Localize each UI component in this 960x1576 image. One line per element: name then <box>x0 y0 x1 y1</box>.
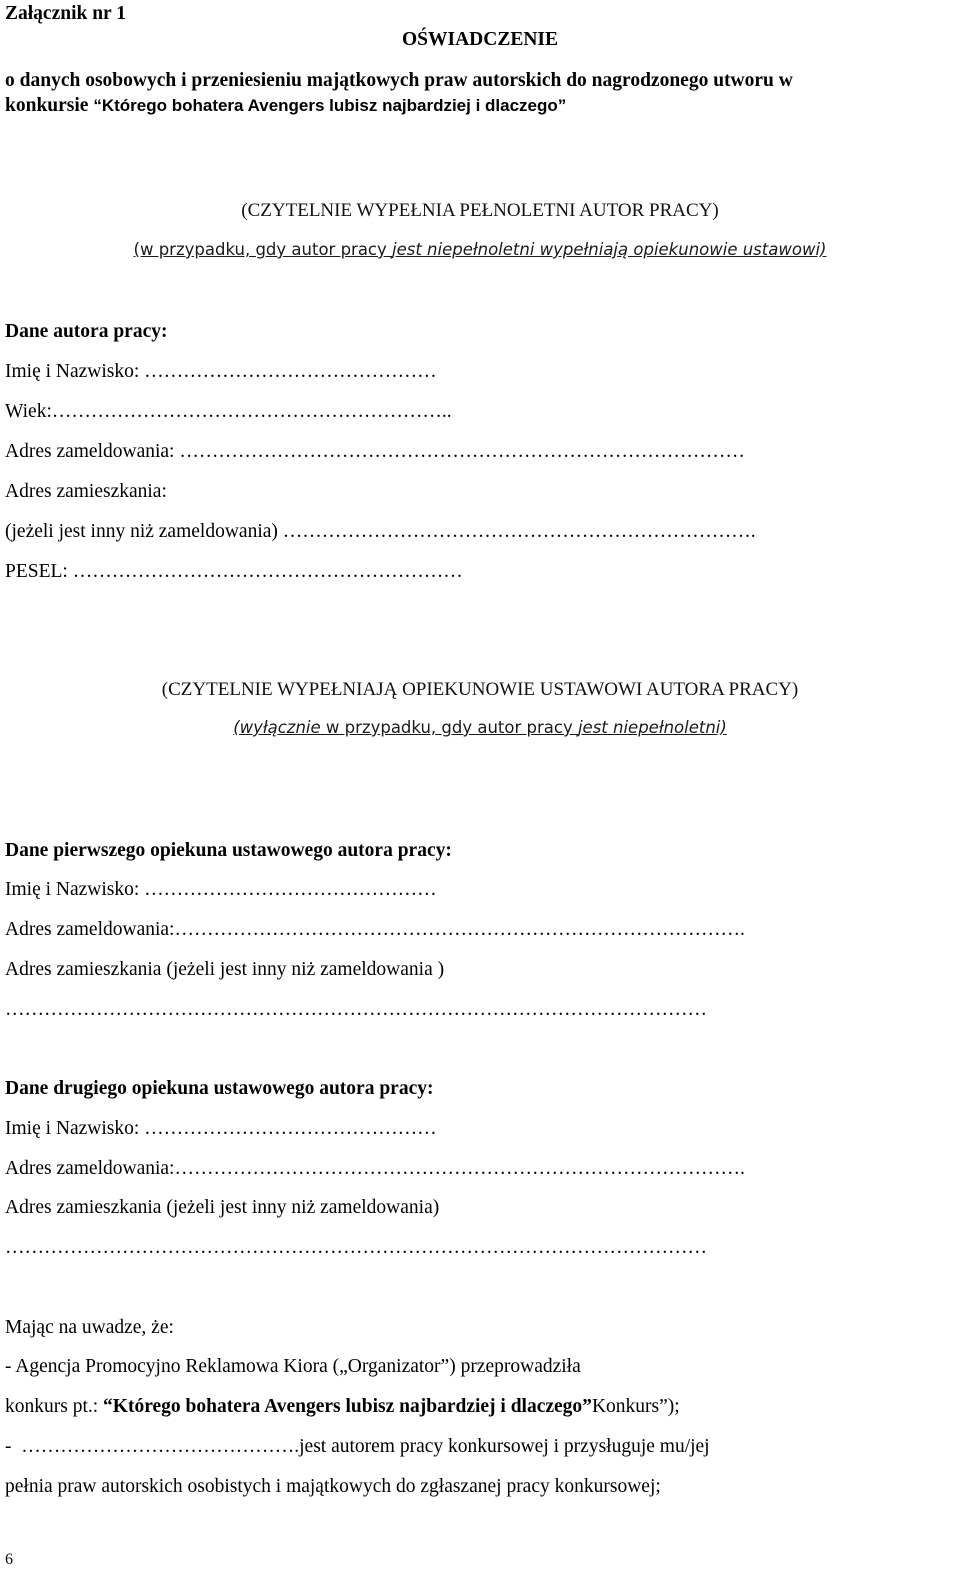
author-section-note <box>0 242 960 259</box>
note-part-c: jest niepełnoletni) <box>577 718 727 737</box>
annex-label: Załącznik nr 1 <box>5 3 126 24</box>
author-res-address-field: (jeżeli jest inny niż zameldowania) ………………………………………………………………. <box>5 521 756 542</box>
author-reg-address-field: Adres zameldowania: …………………………………………………………………………… <box>5 441 745 462</box>
note-part-a: (w przypadku, gdy autor pracy <box>133 240 393 259</box>
author-age-field: Wiek:…………………………………………………….. <box>5 401 452 422</box>
second-guardian-res-address-field: ……………………………………………………………………………………………… <box>5 1237 707 1258</box>
first-guardian-res-address-label: Adres zamieszkania (jeżeli jest inny niż zameldowania ) <box>5 959 445 980</box>
first-guardian-res-address-field: ……………………………………………………………………………………………… <box>5 999 707 1020</box>
considering-item-1-line-1: - Agencja Promocyjno Reklamowa Kiora („Organizator”) przeprowadziła <box>5 1356 581 1377</box>
author-pesel-field: PESEL: …………………………………………………… <box>5 561 463 582</box>
second-guardian-heading: Dane drugiego opiekuna ustawowego autora pracy: <box>5 1078 434 1099</box>
second-guardian-reg-address-field: Adres zameldowania:……………………………………………………………………………. <box>5 1158 745 1179</box>
note-part-b: jest niepełnoletni wypełniają opiekunowie ustawowi) <box>392 240 827 259</box>
first-guardian-name-field: Imię i Nazwisko: ……………………………………… <box>5 879 437 900</box>
konkurs-abbrev: Konkurs”); <box>591 1396 680 1417</box>
considering-item-2-line-2: pełnia praw autorskich osobistych i majątkowych do zgłaszanej pracy konkursowej; <box>5 1476 661 1497</box>
considering-item-1-line-2 <box>5 1397 680 1417</box>
intro-line-1: o danych osobowych i przeniesieniu majątkowych praw autorskich do nagrodzonego utworu w <box>5 70 793 91</box>
first-guardian-heading: Dane pierwszego opiekuna ustawowego autora pracy: <box>5 840 452 861</box>
author-data-heading: Dane autora pracy: <box>5 321 168 342</box>
konkurs-label: konkurs pt.: <box>5 1396 104 1417</box>
guardian-section-note <box>0 720 960 737</box>
second-guardian-res-address-label: Adres zamieszkania (jeżeli jest inny niż zameldowania) <box>5 1197 440 1218</box>
first-guardian-reg-address-field: Adres zameldowania:……………………………………………………………………………. <box>5 919 745 940</box>
guardian-section-heading: (CZYTELNIE WYPEŁNIAJĄ OPIEKUNOWIE USTAWOWI AUTORA PRACY) <box>161 679 799 700</box>
author-section-heading: (CZYTELNIE WYPEŁNIA PEŁNOLETNI AUTOR PRACY) <box>241 200 719 221</box>
second-guardian-name-field: Imię i Nazwisko: ……………………………………… <box>5 1118 437 1139</box>
intro-konkursie: konkursie <box>5 95 94 116</box>
page-number: 6 <box>5 1551 13 1568</box>
considering-lead: Mając na uwadze, że: <box>5 1317 174 1338</box>
intro-line-2 <box>5 96 566 116</box>
author-res-address-label: Adres zamieszkania: <box>5 481 167 502</box>
contest-title: “Którego bohatera Avengers lubisz najbardziej i dlaczego” <box>93 96 567 115</box>
note-part-b: w przypadku, gdy autor pracy <box>320 718 578 737</box>
contest-title: “Którego bohatera Avengers lubisz najbardziej i dlaczego” <box>103 1396 592 1417</box>
note-part-a: (wyłącznie <box>233 718 321 737</box>
considering-item-2-line-1: - …………………………………….jest autorem pracy konkursowej i przysługuje mu/jej <box>5 1436 710 1457</box>
document-title: OŚWIADCZENIE <box>401 29 559 50</box>
author-name-field: Imię i Nazwisko: ……………………………………… <box>5 361 437 382</box>
